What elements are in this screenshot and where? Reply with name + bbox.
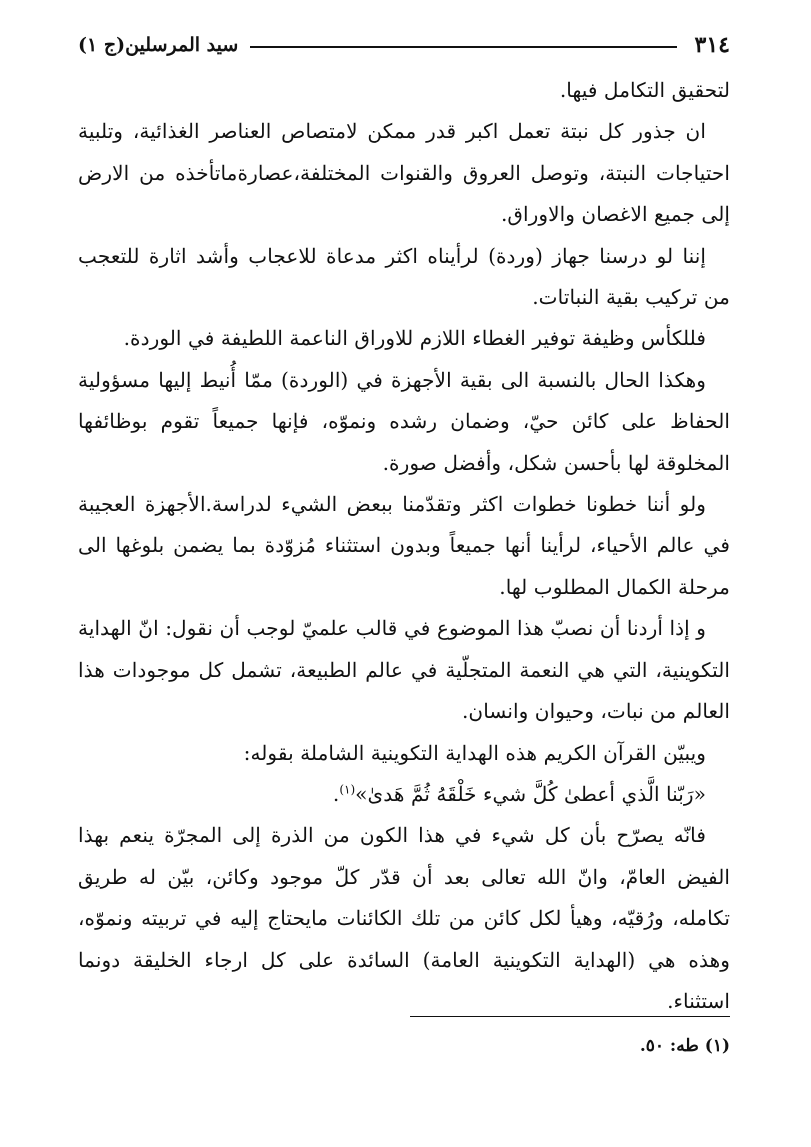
book-page (78, 28, 730, 1118)
paragraph: فانّه يصرّح بأن كل شيء في هذا الكون من الذرة إلى المجرّة ينعم بهذا الفيض العامّ، وانّ الله تعالى بعد أن قدّر كلّ موجود وكائن، بيّن له طريق تكامله، ورُقيّه، وهيأ لكل كائن من تلك الكائنات مايحتاج إليه في تربيته ونموّه، وهذه هي (الهداية التكوينية العامة) السائدة على كل ارجاء الخليقة دونما استثناء. (78, 823, 730, 1013)
running-head (78, 28, 730, 62)
paragraph: ان جذور كل نبتة تعمل اكبر قدر ممكن لامتصاص العناصر الغذائية، وتلبية احتياجات النبتة، وتوصل العروق والقنوات المختلفة،عصارةماتأخذه من الارض إلى جميع الاغصان والاوراق. (78, 119, 730, 227)
paragraph: فللكأس وظيفة توفير الغطاء اللازم للاوراق الناعمة اللطيفة في الوردة. (123, 326, 706, 351)
paragraph: ولو أننا خطونا خطوات اكثر وتقدّمنا ببعض الشيء لدراسة.الأجهزة العجيبة في عالم الأحياء، لرأينا أنها جميعاً وبدون استثناء مُزوّدة بما يضمن بلوغها الى مرحلة الكمال المطلوب لها. (78, 492, 730, 599)
header-rule (250, 46, 676, 48)
paragraph: ويبيّن القرآن الكريم هذه الهداية التكوينية الشاملة بقوله: (243, 740, 706, 765)
footnote-reference: (١) (339, 782, 356, 797)
paragraph: إننا لو درسنا جهاز (وردة) لرأيناه اكثر مدعاة للاعجاب وأشد اثارة للتعجب من تركيب بقية النباتات. (78, 243, 730, 310)
body-text (78, 70, 730, 1022)
page-number: ٣١٤ (694, 32, 730, 58)
paragraph: وهكذا الحال بالنسبة الى بقية الأجهزة في (الوردة) ممّا أُنيط إليها مسؤولية الحفاظ على كائن حيّ، وضمان رشده ونموّه، فإنها جميعاً تقوم بوظائفها المخلوقة لها بأحسن شكل، وأفضل صورة. (78, 367, 730, 475)
verse-text: «رَبّنا الَّذي أعطىٰ كُلَّ شيء خَلْقَهُ ثُمَّ هَدىٰ» (355, 781, 706, 806)
footnote: (١) طه: ٥٠. (639, 1036, 730, 1056)
paragraph: لتحقيق التكامل فيها. (559, 78, 730, 102)
footnote-rule (410, 1016, 730, 1017)
book-title: سيد المرسلين(ج ١) (78, 34, 239, 56)
verse-end: . (332, 781, 340, 806)
quran-verse (78, 774, 730, 815)
paragraph: و إذا أردنا أن نصبّ هذا الموضوع في قالب علميّ لوجب أن نقول: انّ الهداية التكوينية، التي هي النعمة المتجلّية في عالم الطبيعة، تشمل كل موجودات هذا العالم من نبات، وحيوان وانسان. (78, 616, 730, 724)
